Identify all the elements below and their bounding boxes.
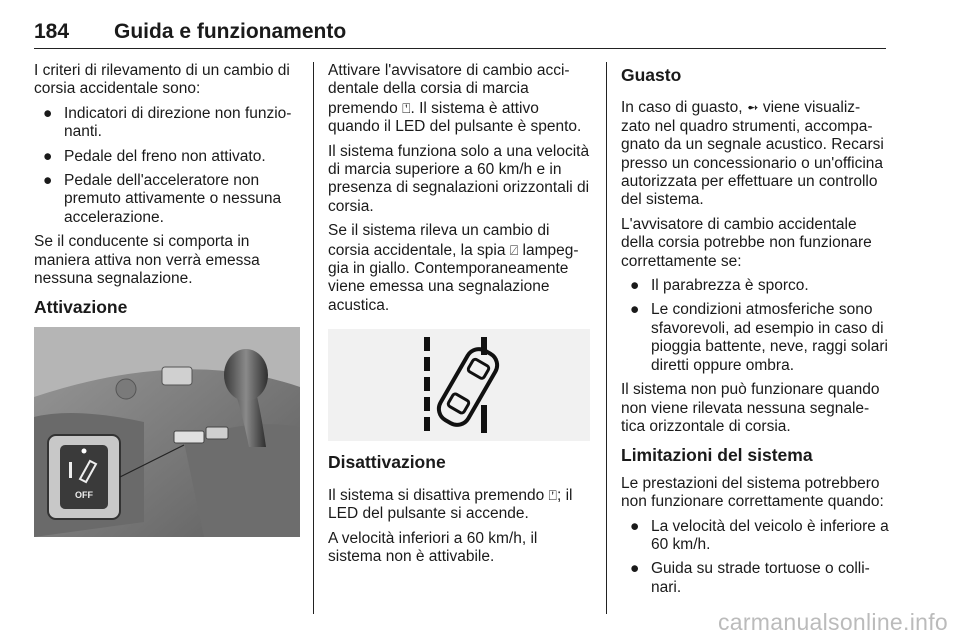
lane-departure-icon [328,329,590,441]
low-speed-text: A velocità inferiori a 60 km/h, il sistema non è attivabile. [328,529,538,565]
list-item: ● Pedale dell'acceleratore non premuto attivamente o nessuna accelerazione. [43,172,282,226]
warning-text: Se il sistema rileva un cambio di corsia accidentale, la spia ⍁ lampeg-gia in giallo. Contemporaneamente viene emessa una segnalazione acustica. [328,222,579,314]
console-button-photo [34,327,300,537]
no-markings-text: Il sistema non può funzionare quando non viene rilevata nessuna segnale-tica orizzontale di corsia. [621,381,880,435]
lane-assist-button-icon: ⍞ [548,486,557,503]
limitations-text: Le prestazioni del sistema potrebbero non funzionare correttamente quando: [621,474,884,511]
limitations-heading: Limitazioni del sistema [621,445,813,466]
deactivation-heading: Disattivazione [328,452,446,473]
column-2 [328,62,594,572]
activation-heading: Attivazione [34,297,128,318]
fault-indicator-icon: ➻ [746,99,759,116]
list-item: ● Indicatori di direzione non funzio-nanti. [43,104,292,141]
list-item: ● Guida su strade tortuose o colli-nari. [630,560,870,596]
bullet-icon: ● [630,301,640,319]
bullet-icon: ● [43,104,53,122]
driver-behavior-text: Se il conducente si comporta in maniera attiva non verrà emessa nessuna segnalazione. [34,233,260,288]
column-1 [34,62,304,537]
speed-condition-text: Il sistema funziona solo a una velocità di marcia superiore a 60 km/h e in presenza di segnalazioni orizzontali di corsia. [328,142,590,215]
activation-text: Attivare l'avvisatore di cambio acci-dentale della corsia di marcia premendo ⍞. Il sistema è attivo quando il LED del pulsante è spento. [328,62,582,136]
page-title: Guida e funzionamento [114,20,347,43]
conditions-intro-text: L'avvisatore di cambio accidentale della corsia potrebbe non funzionare correttamente se: [621,215,872,270]
column-divider [313,62,314,614]
off-label: OFF [75,489,93,500]
watermark: carmanualsonline.info [717,609,948,635]
lane-warning-lamp-icon: ⍁ [509,241,519,258]
bullet-icon: ● [43,172,53,190]
lane-assist-button-icon: ⍞ [402,99,411,116]
list-item: ● Il parabrezza è sporco. [630,277,809,295]
list-item: ● Pedale del freno non attivato. [43,147,266,165]
intro-text: I criteri di rilevamento di un cambio di corsia accidentale sono: [34,62,290,98]
column-divider [606,62,607,614]
list-item: ● La velocità del veicolo è inferiore a 60 km/h. [630,517,889,553]
page-number: 184 [34,20,70,43]
page-header [34,14,886,49]
column-3 [621,62,889,603]
bullet-icon: ● [43,147,53,165]
bullet-icon: ● [630,517,640,535]
list-item: ● Le condizioni atmosferiche sono sfavorevoli, ad esempio in caso di pioggia battente, neve, raggi solari diretti oppure ombra. [630,301,888,374]
deactivation-text: Il sistema si disattiva premendo ⍞; il LED del pulsante si accende. [328,486,573,523]
fault-heading: Guasto [621,65,682,85]
bullet-icon: ● [630,277,640,295]
fault-text: In caso di guasto, ➻ viene visualiz-zato nel quadro strumenti, accompa-gnato da un segnale acustico. Recarsi presso un concessionario o un'officina autorizzata per effettuare un controllo del sistema. [621,99,884,209]
bullet-icon: ● [630,560,640,578]
